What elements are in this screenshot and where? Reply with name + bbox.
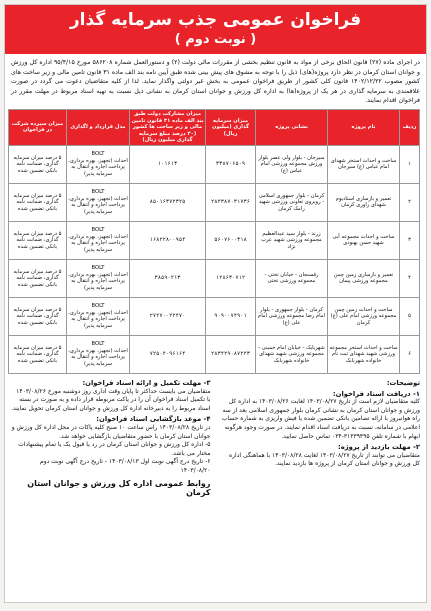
cell-project-address: کرمان - بلوار جمهوری - بلوار امام رضا مجموعه ورزشی امام علی (ع) bbox=[256, 297, 328, 335]
cell-government-share: ۱۰۱۶۱۳ bbox=[130, 145, 206, 183]
cell-investment-amount: ۵۶۰۷۶۰۰۳۱۸ bbox=[206, 221, 256, 259]
table-body bbox=[9, 145, 420, 373]
notes-right-column bbox=[216, 377, 421, 498]
col-government-share: میزان مشارکت دولت طبق بند الف ماده ۳۱ قانون تامین مالی و زیر ساخت ها کشور (۳۰ درصد مبلغ سرمایه گذاری میلیون ریال) bbox=[130, 109, 206, 145]
cell-project-name: ساخت و احداث زمین چمن مجموعه ورزشی امام علی (ع) کرمان bbox=[328, 297, 400, 335]
note-6-body: ۶- تاریخ درج آگهی نوبت اول ۱۴۰۳/۰۸/۱۳ - تاریخ درج آگهی نوبت دوم ۱۴۰۳/۰۸/۲۰ bbox=[39, 458, 211, 474]
cell-government-share: ۷۲۵۰۴۰۹۶۱۶۴ bbox=[130, 335, 206, 373]
note-5-body: ۵- اداره کل ورزش و جوانان استان کرمان در رد یا قبول یک یا تمام پیشنهادات مختار می باشد. bbox=[18, 441, 211, 457]
cell-project-address: رفسنجان - خیابان تختی - مجموعه ورزشی تختی bbox=[256, 259, 328, 297]
table-row bbox=[9, 145, 420, 183]
cell-row-number: ۱ bbox=[400, 145, 420, 183]
note-1-title: ۱- دریافت اسناد فراخوان: bbox=[332, 389, 420, 398]
cell-project-name: تعمیر و بازسازی استادیوم شهدای راوری کرمان bbox=[328, 183, 400, 221]
cell-row-number: ۵ bbox=[400, 297, 420, 335]
cell-project-address: شهربابک - خیابان امام خمینی - مجموعه ورزشی شهید شهدای خانواده شهربابک bbox=[256, 335, 328, 373]
projects-table bbox=[8, 109, 420, 374]
notice-title: فراخوان عمومی جذب سرمایه گذار bbox=[69, 10, 362, 30]
cell-investment-amount: ۱۲۸۶۳۰۷۱۲ bbox=[206, 259, 256, 297]
table-row bbox=[9, 221, 420, 259]
notes-section bbox=[5, 374, 426, 498]
cell-government-share: ۲۷۲۷۰۰۲۲۴۷۰ bbox=[130, 297, 206, 335]
notes-heading: توضیحات: bbox=[386, 378, 420, 387]
cell-deposit: ۵ درصد میزان سرمایه گذاری، ضمانت نامه بانکی تضمین شده bbox=[9, 221, 67, 259]
note-2-body: متقاضیان می توانند از تاریخ ۱۴۰۳/۰۸/۲۷ لغایت ۱۴۰۳/۰۸/۲۸ با هماهنگی اداره کل ورزش و جوانان استان کرمان از پروژه ها بازدید نمایند. bbox=[229, 451, 420, 468]
cell-deposit: ۵ درصد میزان سرمایه گذاری، ضمانت نامه بانکی تضمین شده bbox=[9, 335, 67, 373]
cell-project-address: کرمان - بلوار جمهوری اسلامی - روبروی تعاونی ورزشی شهید رامک کرمان bbox=[256, 183, 328, 221]
note-4-body: در تاریخ ۱۴۰۳/۰۸/۲۸ راس ساعت ۱۰ صبح کلیه پاکات در محل اداره کل ورزش و جوانان استان کرمان با حضور متقاضیان بازگشایی خواهد شد. bbox=[11, 423, 211, 440]
cell-project-address: سیرجان - بلوار ولی عصر بلوار ورزش مجموعه ورزشی امام عباس (ع) bbox=[256, 145, 328, 183]
cell-government-share: ۳۸۵۹۰۲۱۳ bbox=[130, 259, 206, 297]
cell-project-name: تعمیر و بازسازی زمین چمن مجموعه ورزشی پیمان bbox=[328, 259, 400, 297]
cell-project-name: ساخت و احداث مجموعه آبی شهید حسن بهنودی bbox=[328, 221, 400, 259]
cell-contract-model: BOLT احداث (تجهیز، بهره برداری، پرداخت اجاره و انتقال به سرمایه پذیر) bbox=[67, 221, 130, 259]
intro-paragraph: در اجرای ماده (۲۷) قانون الحاق برخی از مواد به قانون تنظیم بخشی از مقررات مالی دولت (۲) و دستورالعمل شماره ۵۸۶۲۰۸ مورخ ۹۵/۴/۱۵ اداره کل ورزش و جوانان استان کرمان در نظر دارد پروژه(های) ذیل را با توجه به مشوق های پیش بینی شده طبق آیین نامه بند الف ماده ۳۱ قانون تامین مالی و زیر ساخت های کشور مصوب ۱۴۰۲/۱۲/۲۲ قانون کلی کشور از طریق فراخوان عمومی به بخش غیر دولتی واگذار نماید. لذا از کلیه متقاضیان دعوت می گردد در صورت علاقمندی به سرمایه گذاری در هر یک از پروژه(ها) به اداره کل ورزش و جوانان استان کرمان به نشانی ذیل نسبت به تهیه اسناد مربوط در مهلت مقرر در فراخوان اقدام نمایند. bbox=[11, 59, 420, 105]
notice-page bbox=[4, 4, 427, 603]
public-relations-signature: روابط عمومی اداره کل ورزش و جوانان استان کرمان bbox=[27, 479, 211, 498]
cell-deposit: ۵ درصد میزان سرمایه گذاری، ضمانت نامه بانکی تضمین شده bbox=[9, 145, 67, 183]
col-contract-model: مدل قرارداد و اگذاری bbox=[67, 109, 130, 145]
title-bar bbox=[5, 5, 426, 54]
cell-row-number: ۲ bbox=[400, 183, 420, 221]
cell-investment-amount: ۲۸۴۳۸۷۰۳۱۷۳۶ bbox=[206, 183, 256, 221]
note-3-body: متقاضیان می بایست حداکثر تا پایان وقت اداری روز دوشنبه مورخ ۱۴۰۳/۰۸/۲۶ با تکمیل اسناد فراخوان آن را در پاکت مربوطه قرار داده و به صورت در بسته اسناد مربوط را به دبیرخانه اداره کل ورزش و جوانان استان کرمان تحویل نمایند. bbox=[11, 387, 211, 412]
note-3-title: ۳- مهلت تکمیل و ارائه اسناد فراخوان: bbox=[82, 378, 211, 387]
cell-investment-amount: ۳۳۸۷۰۶۵۰۹ bbox=[206, 145, 256, 183]
table-row bbox=[9, 335, 420, 373]
col-project-address: نشانی پروژه bbox=[256, 109, 328, 145]
notice-subtitle: ( نوبت دوم ) bbox=[174, 32, 257, 47]
note-1-body: کلیه متقاضیان لازم است از تاریخ ۱۴۰۳/۰۸/۲۷ لغایت ۱۴۰۳/۰۸/۲۶ به اداره کل ورزش و جوانان استان کرمان به نشانی کرمان بلوار جمهوری اسلامی بعد از سه راه هوانیروز با ارائه تضامین بانکی تضمین شده یا فیش واریزی به شماره حساب اعلامی در سامانه، نسبت به دریافت اسناد اقدام نمایند. در صورت وجود هرگونه ابهام با شماره تلفن ۳۱۳۳۹۴۹۵-۰۳۴ تماس حاصل نمایید. bbox=[221, 398, 420, 440]
cell-row-number: ۶ bbox=[400, 335, 420, 373]
notes-left-column bbox=[11, 377, 216, 498]
cell-contract-model: BOLT احداث (تجهیز، بهره برداری، پرداخت اجاره و انتقال به سرمایه پذیر) bbox=[67, 259, 130, 297]
table-header-row bbox=[9, 109, 420, 145]
cell-investment-amount: ۹۰۹۰۰۷۴۹۰۱ bbox=[206, 297, 256, 335]
table-row bbox=[9, 183, 420, 221]
cell-project-address: زرند - بلوار سید عبدالعظیم مجموعه ورزشی شهید عرب نژاد bbox=[256, 221, 328, 259]
table-row bbox=[9, 259, 420, 297]
table-row bbox=[9, 297, 420, 335]
cell-contract-model: BOLT احداث (تجهیز، بهره برداری، پرداخت اجاره و انتقال به سرمایه پذیر) bbox=[67, 297, 130, 335]
note-4-title: ۴- موعد بازگشایی اسناد فراخوان: bbox=[96, 415, 211, 424]
cell-deposit: ۵ درصد میزان سرمایه گذاری، ضمانت نامه بانکی تضمین شده bbox=[9, 183, 67, 221]
cell-investment-amount: ۲۸۳۴۲۹۰۸۷۲۲۳ bbox=[206, 335, 256, 373]
cell-contract-model: BOLT احداث (تجهیز، بهره برداری، پرداخت اجاره و انتقال به سرمایه پذیر) bbox=[67, 145, 130, 183]
cell-project-name: ساخت و احداث استخر مجموعه ورزشی شهید شهدای ثبت نام خانواده شهربابک bbox=[328, 335, 400, 373]
cell-government-share: ۱۶۸۲۲۸۰۰۹۵۴ bbox=[130, 221, 206, 259]
col-deposit: میزان سپرده شرکت در فراخوان bbox=[9, 109, 67, 145]
cell-contract-model: BOLT احداث (تجهیز، بهره برداری، پرداخت اجاره و انتقال به سرمایه پذیر) bbox=[67, 183, 130, 221]
cell-row-number: ۳ bbox=[400, 221, 420, 259]
col-project-name: نام پروژه bbox=[328, 109, 400, 145]
cell-government-share: ۸۵۰۱۶۳۷۲۳۲۵ bbox=[130, 183, 206, 221]
col-investment-amount: میزان سرمایه گذاری (میلیون ریال) bbox=[206, 109, 256, 145]
cell-row-number: ۴ bbox=[400, 259, 420, 297]
cell-deposit: ۵ درصد میزان سرمایه گذاری، ضمانت نامه بانکی تضمین شده bbox=[9, 297, 67, 335]
col-row-number: ردیف bbox=[400, 109, 420, 145]
cell-deposit: ۵ درصد میزان سرمایه گذاری، ضمانت نامه بانکی تضمین شده bbox=[9, 259, 67, 297]
note-2-title: ۲- مهلت بازدید از پروژه: bbox=[338, 443, 420, 452]
cell-project-name: ساخت و احداث استخر شهدای امام عباس (ع) سیرجان bbox=[328, 145, 400, 183]
cell-contract-model: BOLT احداث (تجهیز، بهره برداری، پرداخت اجاره و انتقال به سرمایه پذیر) bbox=[67, 335, 130, 373]
